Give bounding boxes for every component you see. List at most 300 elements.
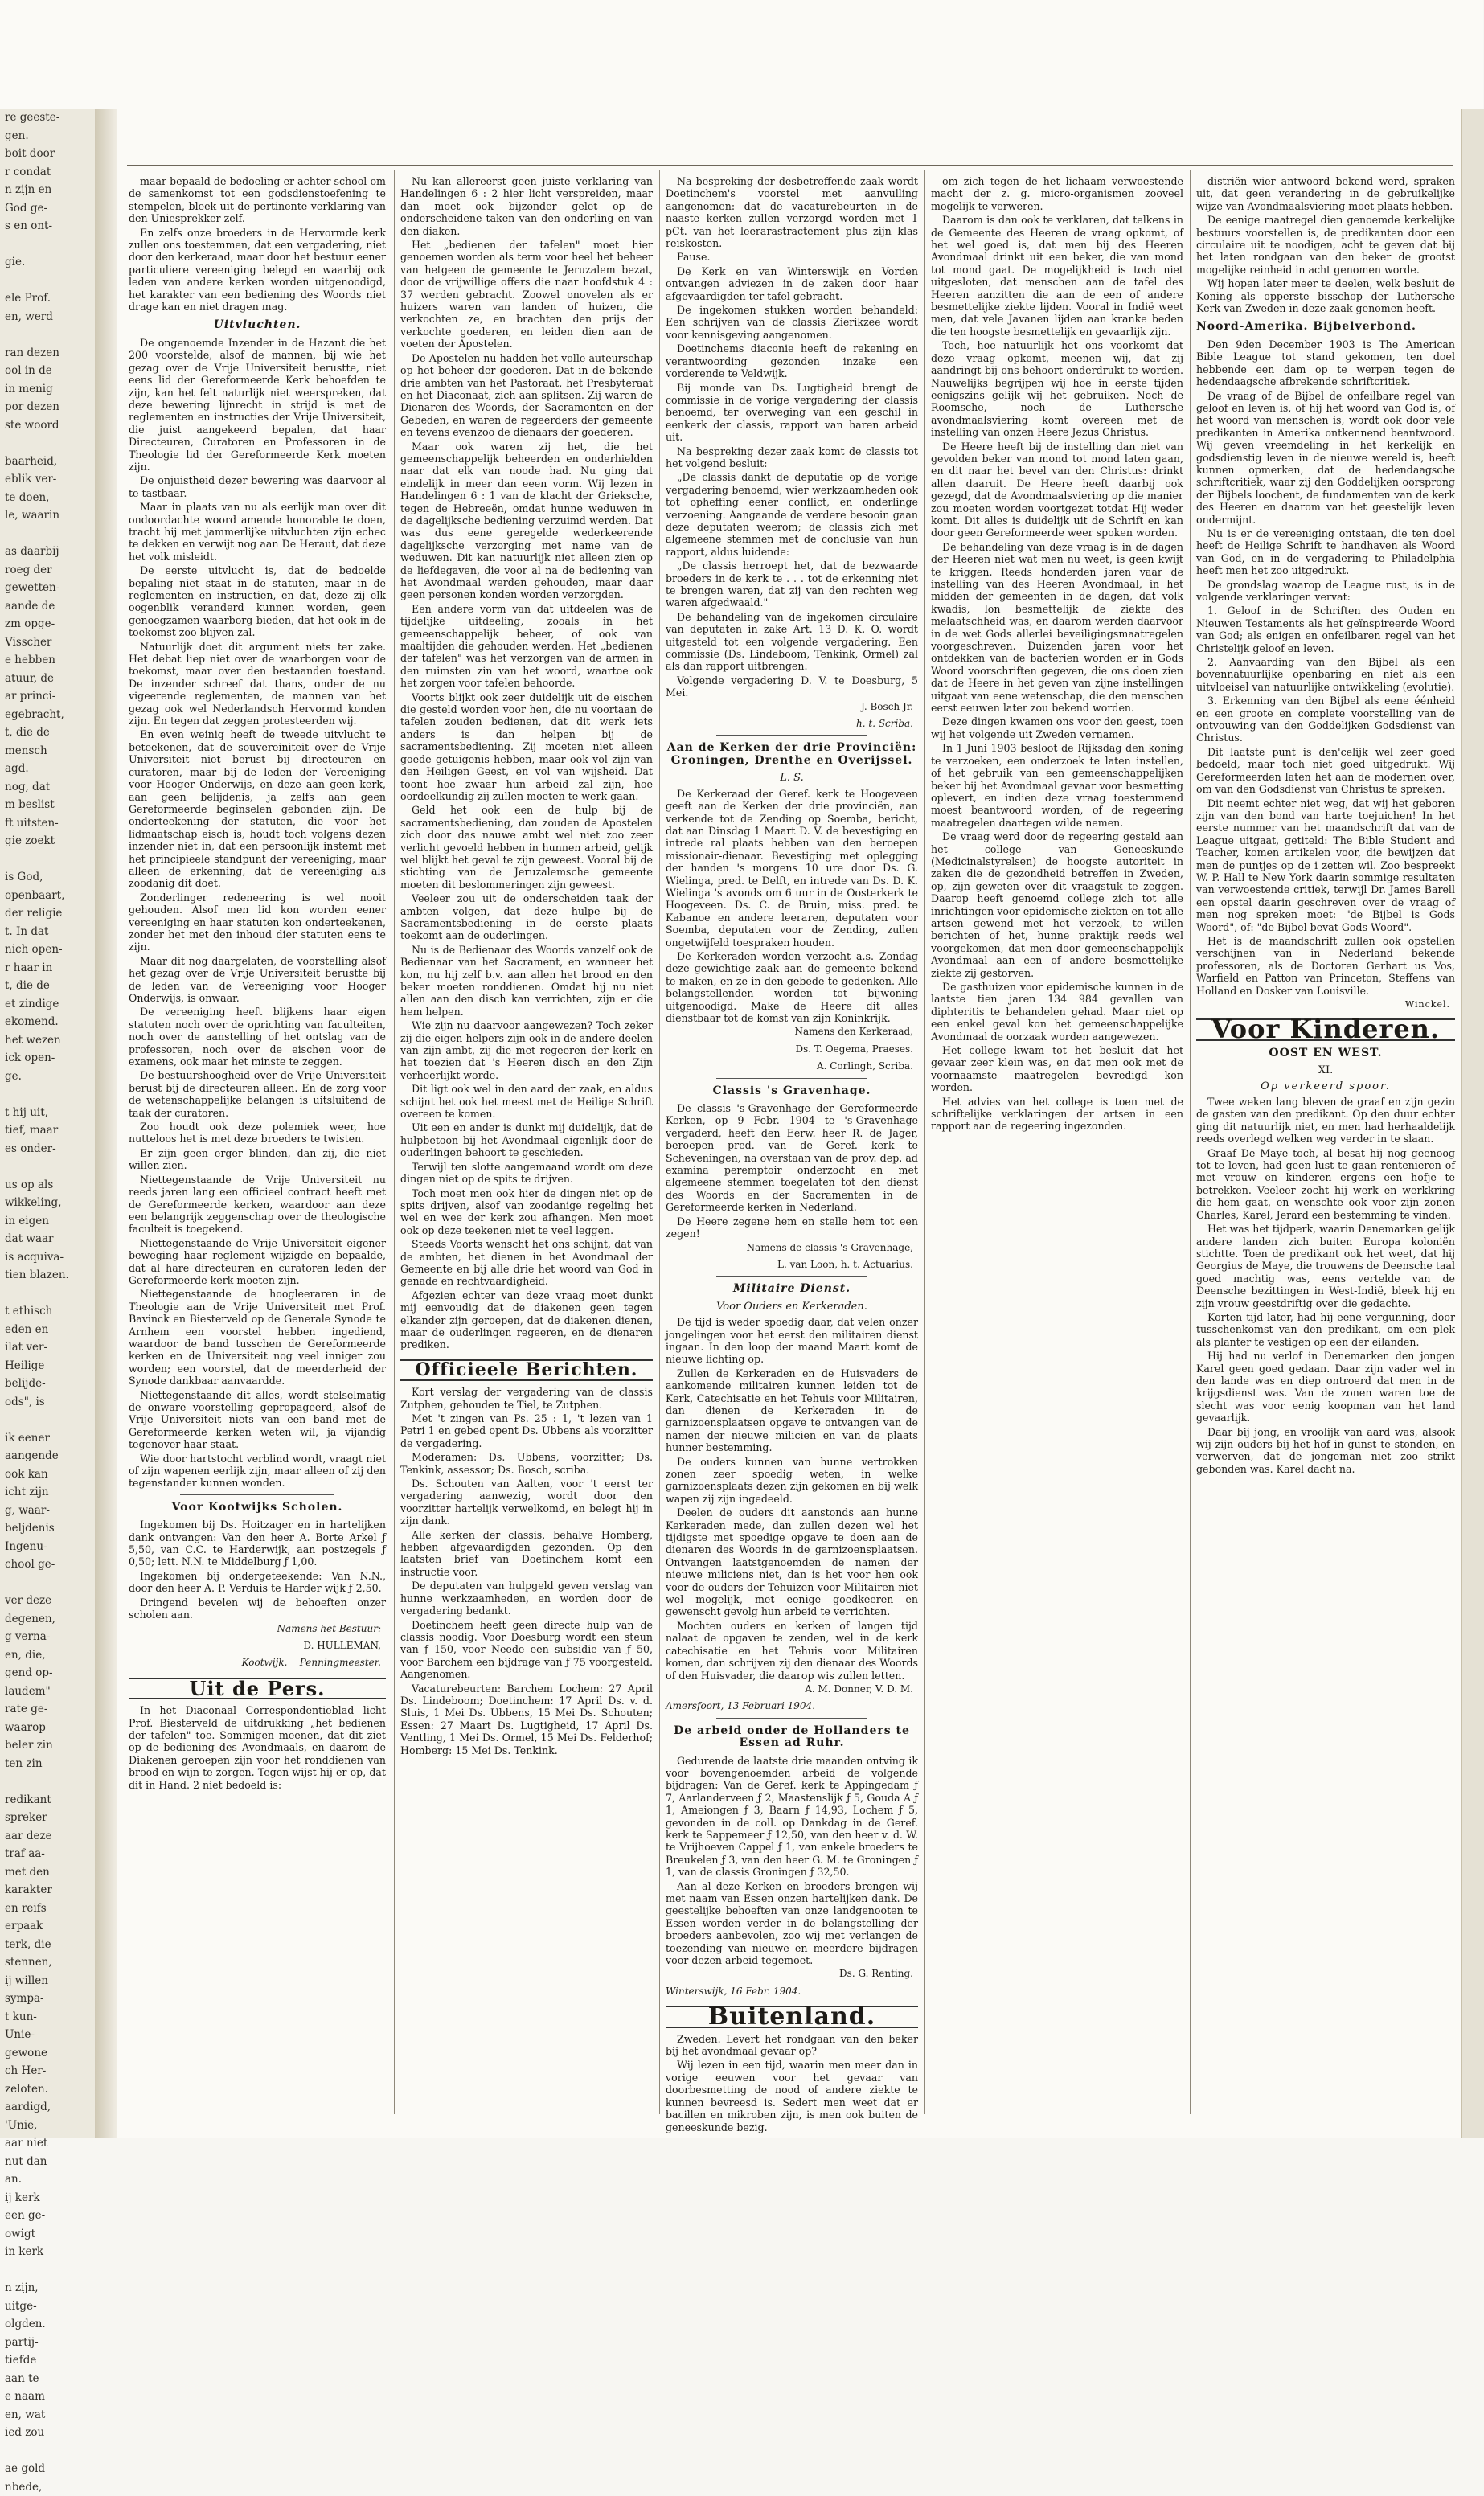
left-page-fragment: rate ge- <box>5 1700 95 1719</box>
left-page-fragment: aardigd, <box>5 2098 95 2117</box>
paragraph: Maar ook waren zij het, die het gemeenschappelijk beheerden en onderhielden naar dat elk van noode had. Nu ging dat eindelijk in meer dan eeen vorm. Wij lezen in Handelingen 6 : 1 van de klacht der Grieksche, tegen de Hebreeën, omdat hunne weduwen in de dagelijksche bediening verzuimd werden. Dat was dus eene geregelde wederkeerende dagelijksche verzorging met name van de weduwen. Dit kan natuurlijk niet alleen zien op de liefdegaven, die voor al na de bediening van het Avondmaal werden gehouden, maar daar geen personen konden worden verzorgden. <box>400 441 653 601</box>
left-page-fragment: ele Prof. <box>5 289 95 308</box>
paragraph: 2. Aanvaarding van den Bijbel als een bovennatuurlijke openbaring en niet als een uitvloeisel van natuurlijke ontwikkeling (evolutie). <box>1196 656 1455 693</box>
col5-story-body <box>1196 1096 1455 1475</box>
paragraph: Deze dingen kwamen ons voor den geest, toen wij het volgende uit Zweden vernamen. <box>931 715 1183 740</box>
left-page-fragment: icht zijn <box>5 1483 95 1502</box>
left-page-fragment <box>5 434 95 453</box>
left-page-fragment: e naam <box>5 2387 95 2406</box>
paragraph: Doetinchems diaconie heeft de rekening en verantwoording gezonden inzake een vorderende te Veldwijk. <box>666 342 918 379</box>
paragraph: De ouders kunnen van hunne vertrokken zonen zeer spoedig weten, in welke garnizoensplaats dezen zijn gekomen en bij welk wapen zij zijn ingedeeld. <box>666 1456 918 1506</box>
left-page-fragment: ods", is <box>5 1393 95 1412</box>
paragraph: De Kerkeraden worden verzocht a.s. Zondag deze gewichtige zaak aan de gemeente bekend te maken, en ze in den gebede te gedenken. Alle belangstellenden worden tot bijwoning uitgenoodigd. Make de Heere dit alles dienstbaar tot de komst van zijn Koninkrijk. <box>666 950 918 1024</box>
left-page-fragment: aar deze <box>5 1827 95 1846</box>
left-page-fragment: stennen, <box>5 1953 95 1972</box>
left-page-fragment: der religie <box>5 904 95 923</box>
left-page-fragment: re geeste- <box>5 109 95 127</box>
signature-role: Penningmeester. <box>300 1657 381 1668</box>
left-page-fragment: te doen, <box>5 489 95 507</box>
column-rule <box>924 170 925 2114</box>
paragraph: distriën wier antwoord bekend werd, spraken uit, dat geen verandering in de gebruikelijke wijze van Avondmaalsviering moet plaats hebben. <box>1196 175 1455 212</box>
left-page-fragment: en, die, <box>5 1646 95 1665</box>
paragraph: maar bepaald de bedoeling er achter school om de samenkomst tot een godsdienstoefening te stempelen, bleek uit de pertinente verklaring van den Uniesprekker zelf. <box>129 175 386 225</box>
paragraph: De eenige maatregel dien genoemde kerkelijke bestuurs voorstellen is, de predikanten door een circulaire uit te noodigen, acht te geven dat bij het laten rondgaan van den beker de grootst mogelijke reinheid in acht genomen worde. <box>1196 214 1455 276</box>
col3-militaire-body <box>666 1316 918 1682</box>
left-page-fragment: chool ge- <box>5 1555 95 1574</box>
left-page-fragment: aande de <box>5 597 95 616</box>
signature-label: Namens het Bestuur: <box>129 1623 381 1635</box>
left-page-fragment: uitge- <box>5 2297 95 2316</box>
paragraph: Aan al deze Kerken en broeders brengen wij met naam van Essen onzen hartelijken dank. De geestelijke behoeften van onze landgenooten te Essen worden verder in de belangstelling der broeders aanbevolen, zoo wij met verlangen de toezending van nieuwe en meerdere bijdragen voor dezen arbeid tegemoet. <box>666 1880 918 1967</box>
column-1 <box>129 175 386 2113</box>
paragraph: En even weinig heeft de tweede uitvlucht te beteekenen, dat de souvereiniteit over de Vrije Universiteit niet berust bij directeuren en curatoren, maar bij de leden der Vereeniging voor Hooger Onderwijs, en deze aan geen kerk, aan geen belijdenis, ja zelfs aan geen Gereformeerde beginselen gebonden zijn. De onderteekening der statuten, die voor het lidmaatschap eisch is, houdt toch volgens dezen inzender niet in, dat een persoonlijk instemt met het principieele standpunt der vereeniging, maar alleen de erkenning, dat de vereeniging als zoodanig dit doet. <box>129 728 386 889</box>
left-page-fragment: olgden. <box>5 2315 95 2334</box>
left-page-fragment: terk, die <box>5 1936 95 1954</box>
left-page-fragment <box>5 272 95 290</box>
left-page-fragment: s en ont- <box>5 217 95 236</box>
paragraph: Een andere vorm van dat uitdeelen was de tijdelijke uitdeeling, zooals in het gemeenschappelijk beheer, of ook van maaltijden die gehouden werden. Het „bedienen der tafelen" was het verzorgen van de armen in den ruimsten zin van het woord, waartoe ook het zorgen voor tafelen behoorde. <box>400 603 653 690</box>
section-subheading-ls: L. S. <box>666 772 918 784</box>
paragraph: Pause. <box>666 251 918 263</box>
divider <box>716 735 867 736</box>
signature-van-loon: L. van Loon, h. t. Actuarius. <box>666 1259 913 1271</box>
left-page-fragment <box>5 1574 95 1592</box>
left-page-fragment: gewone <box>5 2044 95 2063</box>
left-page-fragment <box>5 1285 95 1303</box>
signature-donner-place: Amersfoort, 13 Februari 1904. <box>666 1700 913 1712</box>
left-page-fragment: gie. <box>5 253 95 272</box>
left-page-fragment: e hebben <box>5 651 95 670</box>
signature-corlingh: A. Corlingh, Scriba. <box>666 1060 913 1072</box>
paragraph: 3. Erkenning van den Bijbel als eene éénheid en een groote en complete voorstelling van de ontvouwing van den Goddelijken Godsdienst van Christus. <box>1196 695 1455 744</box>
col5-amerika-body <box>1196 338 1455 997</box>
left-page-fragment: Heilige <box>5 1357 95 1375</box>
paragraph: Vacaturebeurten: Barchem Lochem: 27 April Ds. Lindeboom; Doetinchem: 17 April Ds. v. d. Sluis, 1 Mei Ds. Ubbens, 15 Mei Ds. Schouten; Essen: 27 Maart Ds. Lugtigheid, 17 April Ds. Ventling, 1 Mei Ds. Ormel, 15 Mei Ds. Felderhof; Homberg: 15 Mei Ds. Tenkink. <box>400 1682 653 1756</box>
col1-kootwijk-body <box>129 1519 386 1621</box>
paragraph: Het was het tijdperk, waarin Denemarken gelijk andere landen zich buiten Europa koloniën stichtte. Toen de predikant ook het weet, dat hij Georgius de Maye, die trouwens de Deensche taal goed machtig was, eens vertelde van de Deensche bezittingen in West-Indië, bleek hij en zijn vrouw geestdriftig over die gedachte. <box>1196 1223 1455 1309</box>
left-page-fragment: Ingenu- <box>5 1538 95 1556</box>
section-heading-officieele-berichten: Officieele Berichten. <box>400 1359 653 1381</box>
left-page-fragment: ilat ver- <box>5 1338 95 1357</box>
left-page-fragment: es onder- <box>5 1140 95 1158</box>
left-page-fragment: belijde- <box>5 1375 95 1393</box>
paragraph: Terwijl ten slotte aangemaand wordt om deze dingen niet op de spits te drijven. <box>400 1161 653 1186</box>
left-page-fragment: t ethisch <box>5 1302 95 1321</box>
paragraph: Ingekomen bij Ds. Hoitzager en in hartelijken dank ontvangen: Van den heer A. Borte Arkel ƒ 5,50, van C.C. te Harderwijk, aan postzegels ƒ 0,50; lett. N.N. te Middelburg ƒ 1,00. <box>129 1519 386 1568</box>
page-gutter <box>95 109 117 2138</box>
story-chapter-title: Op verkeerd spoor. <box>1196 1080 1455 1092</box>
left-page-fragment: in eigen <box>5 1212 95 1231</box>
left-page-edge <box>0 109 96 2138</box>
paragraph: Er zijn geen erger blinden, dan zij, die niet willen zien. <box>129 1147 386 1172</box>
col3-gravenhage-body <box>666 1102 918 1240</box>
paragraph: Ingekomen bij ondergeteekende: Van N.N., door den heer A. P. Verduis te Harder wijk ƒ 2,50. <box>129 1570 386 1595</box>
paragraph: Nu is er de vereeniging ontstaan, die ten doel heeft de Heilige Schrift te handhaven als Woord van God, en in de vergadering te Philadelphia heeft men het zoo uitgedrukt. <box>1196 527 1455 577</box>
paragraph: Wie door hartstocht verblind wordt, vraagt niet of zijn wapenen eerlijk zijn, maar alleen of zij den tegenstander kunnen wonden. <box>129 1453 386 1490</box>
left-page-fragment: ch Her- <box>5 2062 95 2080</box>
left-page-fragment: spreker <box>5 1809 95 1827</box>
left-page-fragment: waarop <box>5 1719 95 1737</box>
paragraph: Ds. Schouten van Aalten, voor 't eerst ter vergadering aanwezig, wordt door den voorzitter hartelijk verwelkomd, en belegt hij in zijn dank. <box>400 1478 653 1527</box>
left-page-fragment: roeg der <box>5 561 95 580</box>
paragraph: Daarom is dan ook te verklaren, dat telkens in de Gemeente des Heeren de vraag opkomt, of het wel goed is, dat men bij des Heeren Avondmaal drinkt uit een beker, die van mond tot mond gaat. De mogelijkheid is toch niet uitgesloten, dat menschen aan de tafel des Heeren aanzitten die aan de een of andere besmettelijke ziekte lijden. Vooral in Indië weet men, dat vele Javanen lijden aan kranke beden die ten hoogste besmettelijk en gevaarlijk zijn. <box>931 214 1183 338</box>
paragraph: Maar in plaats van nu als eerlijk man over dit ondoordachte woord amende honorable te doen, tracht hij met jammerlijke uitvluchten zijn echec te dekken en verwijt nog aan De Heraut, dat deze het volk misleidt. <box>129 501 386 563</box>
left-page-fragment <box>5 1411 95 1429</box>
left-page-fragment: en reifs <box>5 1900 95 1918</box>
paragraph: Natuurlijk doet dit argument niets ter zake. Het debat liep niet over de waarborgen voor de toekomst, maar over den bestaanden toestand. De inzender schreef dat thans, onder de nu vigeerende reglementen, de mannen van het gezag ook wel Nederlandsch Hervormd konden zijn. En tegen dat zeggen protesteerden wij. <box>129 641 386 727</box>
section-heading-voor-kinderen: Voor Kinderen. <box>1196 1018 1455 1040</box>
paragraph: Zweden. Levert het rondgaan van den beker bij het avondmaal gevaar op? <box>666 2033 918 2058</box>
left-page-fragment: het wezen <box>5 1031 95 1050</box>
paragraph: In 1 Juni 1903 besloot de Rijksdag den koning te verzoeken, een onderzoek te laten instellen, of het gebruik van een gemeenschappelijken beker bij het Avondmaal gevaar voor besmetting oplevert, en indien deze vraag toestemmend moest beantwoord worden, of de regeering maatregelen daartegen wilde nemen. <box>931 742 1183 829</box>
divider <box>180 1494 334 1495</box>
paragraph: Den 9den December 1903 is The American Bible League tot stand gekomen, ten doel hebbende een dam op te werpen tegen de hedendaagsche afbrekende schriftcritiek. <box>1196 338 1455 388</box>
paragraph: Het is de maandschrift zullen ook opstellen verschijnen van in Nederland bekende professoren, als de Doctoren Gerhart us Vos, Warfield en Patton van Princeton, Steffens van Holland en Dosker van Louisville. <box>1196 935 1455 997</box>
section-heading-uit-de-pers: Uit de Pers. <box>129 1678 386 1699</box>
divider <box>716 1078 867 1079</box>
paragraph: Moderamen: Ds. Ubbens, voorzitter; Ds. Tenkink, assessor; Ds. Bosch, scriba. <box>400 1451 653 1476</box>
paragraph: Steeds Voorts wenscht het ons schijnt, dat van de ambten, het dienen in het Avondmaal der Gemeente en bij alle drie het woord van God in genade en rechtvaardigheid. <box>400 1238 653 1288</box>
divider <box>716 1276 867 1277</box>
paragraph: Na bespreking dezer zaak komt de classis tot het volgend besluit: <box>666 445 918 470</box>
signature-renting: Ds. G. Renting. <box>666 1968 913 1980</box>
col5-body <box>1196 175 1455 314</box>
signature-winckel: Winckel. <box>1196 998 1450 1010</box>
section-heading-uitvluchten: Uitvluchten. <box>129 319 386 331</box>
left-page-fragment: ver deze <box>5 1592 95 1610</box>
signature-place: Kootwijk. <box>242 1657 288 1668</box>
section-heading-militaire-dienst: Militaire Dienst. <box>666 1283 918 1295</box>
left-page-fragment: tief, maar <box>5 1121 95 1140</box>
paragraph: Nu kan allereerst geen juiste verklaring van Handelingen 6 : 2 hier licht verspreiden, maar dan moet ook bijzonder gelet op de onderscheidene taken van den onderling en van den diaken. <box>400 175 653 237</box>
left-page-fragment <box>5 1085 95 1104</box>
paragraph: Uit een en ander is dunkt mij duidelijk, dat de hulpbetoon bij het Avondmaal eigenlijk door de ouderlingen behoort te geschieden. <box>400 1121 653 1158</box>
paragraph: Afgezien echter van deze vraag moet dunkt mij eenvoudig dat de diakenen geen tegen elkander zijn geroepen, dat de diakenen dienen, maar de ouderlingen regeeren, en de dienaren prediken. <box>400 1289 653 1351</box>
left-page-fragment: ij willen <box>5 1972 95 1990</box>
right-page-edge <box>1461 109 1484 2138</box>
story-chapter-number: XI. <box>1196 1064 1455 1076</box>
left-page-fragment: ied zou <box>5 2424 95 2442</box>
paragraph: De behandeling van de ingekomen circulaire van deputaten in zake Art. 13 D. K. O. wordt uitgesteld tot een volgende vergadering. Een commissie (Ds. Lindeboom, Tenkink, Ormel) zal als dan rapport uitbrengen. <box>666 611 918 673</box>
left-page-fragment: God ge- <box>5 199 95 218</box>
paragraph: Korten tijd later, had hij eene vergunning, door tusschenkomst van den predikant, om een plek als planter te vestigen op een der eilanden. <box>1196 1311 1455 1348</box>
left-page-fragment: ar princi- <box>5 687 95 706</box>
left-page-fragment: ij kerk <box>5 2189 95 2207</box>
left-page-fragment: met den <box>5 1863 95 1882</box>
paragraph: Voorts blijkt ook zeer duidelijk uit de eischen die gesteld worden voor hen, die nu voortaan de tafelen zouden bedienen, dat dit werk iets anders is dan helpen bij de sacramentsbediening. Zij moeten niet alleen goede getuigenis hebben, maar ook vol zijn van den Heiligen Geest, en vol van wijsheid. Dat toont hoe zwaar hun arbeid zal zijn, hoe oordeelkundig zij zullen moeten te werk gaan. <box>400 691 653 803</box>
left-page-fragment: en, wat <box>5 2406 95 2424</box>
paragraph: Zullen de Kerkeraden en de Huisvaders de aankomende militairen kunnen leiden tot de Kerk, Catechisatie en het Tehuis voor Militairen, dan dienen de Kerkeraden in de garnizoensplaatsen opgave te ontvangen van de namen der nieuwe milicien en van de plaats hunner bestemming. <box>666 1367 918 1454</box>
paragraph: Kort verslag der vergadering van de classis Zutphen, gehouden te Tiel, te Zutphen. <box>400 1386 653 1411</box>
paragraph: Deelen de ouders dit aanstonds aan hunne Kerkeraden mede, dan zullen dezen wel het tijdigste met spoedige opgave te doen aan de dienaren des Woords in de garnizoensplaatsen. Ontvangen laatstgenoemden de namen der nieuwe miliciens niet, dan is het voor hen ook voor de ouders der Tehuizen voor Militairen niet wel mogelijk, met eenige goedkeeren en gewenscht gevolg hun arbeid te verrichten. <box>666 1506 918 1618</box>
left-page-fragment: t. In dat <box>5 923 95 941</box>
left-page-fragment: mensch <box>5 742 95 760</box>
left-page-fragment: n zijn en <box>5 181 95 199</box>
column-rule <box>394 170 395 2114</box>
paragraph: om zich tegen de het lichaam verwoestende macht der z. g. micro-organismen zooveel mogelijk te verweren. <box>931 175 1183 212</box>
left-page-fragment: in menig <box>5 380 95 399</box>
paragraph: De grondslag waarop de League rust, is in de volgende verklaringen vervat: <box>1196 579 1455 604</box>
paragraph: Bij monde van Ds. Lugtigheid brengt de commissie in de vorige vergadering der classis benoemd, ter overweging van een geschil in eenkerk der classis, rapport van haren arbeid uit. <box>666 382 918 444</box>
paragraph: Niettegenstaande de Vrije Universiteit nu reeds jaren lang een officieel contract heeft met de Gereformeerde kerken, waardoor aan deze een belangrijk zeggenschap over de theologische faculteit is toegekend. <box>129 1174 386 1236</box>
col1-pers-body <box>129 1704 386 1791</box>
paragraph: Niettegenstaande de hoogleeraren in de Theologie aan de Vrije Universiteit met Prof. Bavinck en Biesterveld op de Generale Synode te Arnhem een voorstel hebben ingediend, waardoor de band tusschen de Gereformeerde kerken en de Universiteit nog veel inniger zou worden; een voorstel, dat de meerderheid der Synode dankbaar aanvaardde. <box>129 1288 386 1387</box>
left-page-fragment: in kerk <box>5 2243 95 2261</box>
left-page-fragment: us op als <box>5 1176 95 1195</box>
left-page-fragment <box>5 236 95 254</box>
paragraph: Niettegenstaande de Vrije Universiteit eigener beweging haar reglement wijzigde en bepaalde, dat al hare directeuren en curatoren leden der Gereformeerde kerk moeten zijn. <box>129 1237 386 1287</box>
left-page-fragment: is acquiva- <box>5 1248 95 1267</box>
left-page-fragment: ik eener <box>5 1429 95 1448</box>
left-page-fragment: nbede, <box>5 2478 95 2496</box>
left-page-fragment: ge. <box>5 1068 95 1086</box>
left-page-fragment: owigt <box>5 2225 95 2244</box>
col3-buitenland-body <box>666 2033 918 2133</box>
paragraph: „De classis herroept het, dat de bezwaarde broeders in de kerk te . . . tot de erkenning niet te brengen waren, dat zij van den rechten weg waren afgedwaald." <box>666 559 918 609</box>
section-heading-noord-amerika: Noord-Amerika. Bijbelverbond. <box>1196 321 1455 333</box>
signature-kerkeraad-label: Namens den Kerkeraad, <box>666 1026 913 1038</box>
left-page-fragment: is God, <box>5 868 95 887</box>
left-page-fragment: m beslist <box>5 796 95 814</box>
left-page-fragment: ten zin <box>5 1755 95 1773</box>
signature-name: D. HULLEMAN, <box>129 1640 381 1652</box>
paragraph: De ongenoemde Inzender in de Hazant die het 200 voorstelde, alsof de mannen, bij wie het gezag over de Vrije Universiteit berustte, niet eens lid der Gereformeerde Kerk behoefden te zijn, kan het felt naturlijk niet weerspreken, dat deze bewering lijnrecht in strijd is met de reglementen en instructies der Vrije Universiteit, die juist aangekeerd bepalen, dat haar Directeuren, Curatoren en Professoren in de Theologie lid der Gereformeerde Kerk moeten zijn. <box>129 337 386 473</box>
left-page-fragment: traf aa- <box>5 1845 95 1863</box>
paragraph: De classis 's-Gravenhage der Gereformeerde Kerken, op 9 Febr. 1904 te 's-Gravenhage vergaderd, heeft den Eerw. heer R. de Jager, beroepen pred. van de Geref. kerk te Scheveningen, na overstaan van de prov. dep. ad examina peremptoir onderzocht en met algemeene stemmen toegelaten tot den dienst des Woords en der Sacramenten in de Gereformeerde kerken in Nederland. <box>666 1102 918 1214</box>
paragraph: Graaf De Maye toch, al besat hij nog geenoog tot te leven, had geen lust te gaan rentenieren of met vrouw en kinderen ergens een hofje te betrekken. Veeleer zocht hij werk en werkkring die hem gaat, en wenschte ook voor zijn zonen Charles, Karel, Jerard een bestemming te vinden. <box>1196 1147 1455 1221</box>
left-page-fragment: sympa- <box>5 1990 95 2008</box>
paragraph: Hij had nu verlof in Denemarken den jongen Karel geen goed gedaan. Daar zijn vader wel in den lande was en diep ontroerd dat men in de krijgsdienst was. Van de zonen waren toe de slecht was voor eenig koopman van het land gevaarlijk. <box>1196 1350 1455 1424</box>
paragraph: De Heere zegene hem en stelle hem tot een zegen! <box>666 1215 918 1240</box>
left-page-fragment: g, waar- <box>5 1502 95 1520</box>
paragraph: Het college kwam tot het besluit dat het gevaar zeer klein was, en dat men ook met de voornaamste maatregelen bevredigd kon worden. <box>931 1044 1183 1094</box>
paragraph: De gasthuizen voor epidemische kunnen in de laatste tien jaren 134 984 gevallen van diphteritis te behandelen gehad. Maar niet op een enkel geval kon het gemeenschappelijke Avondmaal de oorzaak worden aangewezen. <box>931 981 1183 1043</box>
left-page-fragment: t, die de <box>5 977 95 995</box>
signature-gravenhage-label: Namens de classis 's-Gravenhage, <box>666 1242 913 1254</box>
paragraph: De ingekomen stukken worden behandeld: Een schrijven van de classis Zierikzee wordt voor kennisgeving aangenomen. <box>666 304 918 341</box>
left-page-fragment <box>5 1773 95 1791</box>
left-page-fragment: aar niet <box>5 2134 95 2153</box>
section-heading-kootwijk: Voor Kootwijks Scholen. <box>129 1502 386 1514</box>
paragraph: Volgende vergadering D. V. te Doesburg, 5 Mei. <box>666 674 918 699</box>
left-page-fragment: r condat <box>5 163 95 182</box>
paragraph: Na bespreking der desbetreffende zaak wordt Doetinchem's voorstel met aanvulling aangenomen: dat de vacaturebeurten in de naaste kerken zullen verzorgd worden met 1 pCt. van het leerarastractement plus zijn klas reiskosten. <box>666 175 918 249</box>
paragraph: De behandeling van deze vraag is in de dagen der Heeren niet wat men nu weet, is geen kwijt te kriggen. Reeds honderden jaren vaar de instelling van des Heeren Avondmaal, in het midden der gemeenten in de dagen, dat volk kwadis, lon besmettelijk de ziekte des melaatschheid was, en daarom werden daarvoor in de wet Gods allerlei beveiligingsmaatregelen voorgeschreven. Duizenden jaren voor het ontdekken van de bacterien worden er in Gods Woord voorschriften gegeven, die ons doen zien dat de Heere in het geven van zijne instellingen uitgaat van eene wetenschap, die den menschen eerst eeuwen later zou bekend worden. <box>931 541 1183 715</box>
column-5 <box>1196 175 1455 2113</box>
left-page-fragment: beljdenis <box>5 1519 95 1538</box>
paragraph: Veeleer zou uit de onderscheiden taak der ambten volgen, dat deze hulpe bij de Sacramentsbediening in de eerste plaats toekomt aan de ouderlingen. <box>400 892 653 942</box>
left-page-fragment: t kun- <box>5 2008 95 2027</box>
paragraph: Wie zijn nu daarvoor aangewezen? Toch zeker zij die eigen helpers zijn ook in de andere deelen van zijn ambt, zij die met regeeren der kerk en het toezien dat 's Heeren disch en den Zijn verheerlijkt worde. <box>400 1019 653 1081</box>
left-page-fragment: g verna- <box>5 1628 95 1646</box>
left-page-fragment: et zindige <box>5 995 95 1014</box>
section-heading-buitenland: Buitenland. <box>666 2006 918 2027</box>
paragraph: Doetinchem heeft geen directe hulp van de classis noodig. Voor Doesburg wordt een steun van ƒ 150, voor Neede een subsidie van ƒ 50, voor Barchem een bijdrage van ƒ 75 voorgesteld. Aangenomen. <box>400 1619 653 1681</box>
left-page-fragment: ft uitsten- <box>5 814 95 833</box>
left-page-fragment: as daarbij <box>5 543 95 561</box>
paragraph: In het Diaconaal Correspondentieblad licht Prof. Biesterveld de uitdrukking „het bedienen der tafelen" toe. Sommigen meenen, dat dit ziet op de bediening des Avondmaals, en daarom de Diakenen geroepen zijn voor het ronddienen van brood en wijn te zorgen. Tegen wijst hij er op, dat dit in Hand. 2 niet bedoeld is: <box>129 1704 386 1791</box>
paragraph: Daar bij jong, en vroolijk van aard was, alsook wij zijn ouders bij het hof in gunst te stonden, en verwerven, dat de jongeman niet zoo strikt gebonden was. Karel dacht na. <box>1196 1426 1455 1476</box>
paragraph: Alle kerken der classis, behalve Homberg, hebben afgevaardigden gezonden. Op den laatsten brief van Doetinchem komt een instructie voor. <box>400 1529 653 1579</box>
left-page-fragment: gie zoekt <box>5 832 95 850</box>
left-page-fragment: ekomend. <box>5 1013 95 1031</box>
left-page-fragment: eden en <box>5 1321 95 1339</box>
left-page-fragment: ick open- <box>5 1049 95 1068</box>
left-page-fragment <box>5 1158 95 1176</box>
paragraph: Het „bedienen der tafelen" moet hier genoemen worden als term voor heel het beheer van hetgeen de gemeente te Jeruzalem bezat, door de vrijwillige offers die naar hoofdstuk 4 : 37 werden gebracht. Zoowel onovelen als er huizers waren van landen of huizen, die verkochten ze, en brachten den prijs der verkochte goederen, en leiden dien aan de voeten der Apostelen. <box>400 239 653 350</box>
paragraph: De Kerkeraad der Geref. kerk te Hoogeveen geeft aan de Kerken der drie provinciën, aan verkende tot de Zending op Soemba, bericht, dat aan Dinsdag 1 Maart D. V. de bevestiging en intrede ral plaats hebben van den beroepen missionair-dienaar. Bevestiging met oplegging der handen 's morgens 10 ure door Ds. G. Wielinga, pred. te Delft, en intrede van Ds. D. K. Wielinga 's avonds om 6 uur in de Oosterkerk te Hoogeveen. Ds. C. de Bruin, miss. pred. te Kabanoe en andere leeraren, deputaten voor Soemba, deputaten voor de Zending, zullen ongetwijfeld toespraken houden. <box>666 788 918 949</box>
paragraph: Dit ligt ook wel in den aard der zaak, en aldus schijnt het ook het meest met de Heilige Schrift overeen te komen. <box>400 1083 653 1120</box>
left-page-fragment: degenen, <box>5 1610 95 1629</box>
left-page-fragment: nich open- <box>5 941 95 959</box>
left-page-fragment: an. <box>5 2170 95 2189</box>
signature-bosch-role: h. t. Scriba. <box>666 718 913 730</box>
paragraph: Twee weken lang bleven de graaf en zijn gezin de gasten van den predikant. Op den duur echter ging dit natuurlijk niet, en men had herhaaldelijk reeds overlegd welken weg verder in te slaan. <box>1196 1096 1455 1146</box>
left-page-fragment: Visscher <box>5 633 95 652</box>
left-page-fragment: aan te <box>5 2370 95 2388</box>
paragraph: Zonderlinger redeneering is wel nooit gehouden. Alsof men lid kon worden eener vereeniging en haar statuten kon onderteekenen, zonder het met den inhoud dier statuten eens te zijn. <box>129 891 386 953</box>
left-page-fragment: aangende <box>5 1447 95 1465</box>
section-heading-drie-provincien: Aan de Kerken der drie Provinciën: Groningen, Drenthe en Overijssel. <box>666 742 918 767</box>
left-page-fragment: nut dan <box>5 2153 95 2171</box>
paragraph: Zoo houdt ook deze polemiek weer, hoe nutteloos het is met deze broeders te twisten. <box>129 1121 386 1146</box>
left-page-fragment: partij- <box>5 2334 95 2352</box>
left-page-fragment: beler zin <box>5 1736 95 1755</box>
paragraph: Niettegenstaande dit alles, wordt stelselmatig de onware voorstelling gepropageerd, alsof de Vrije Universiteit niets van een band met de Gereformeerde kerken weten wil, ja vijandig tegenover haar staat. <box>129 1389 386 1451</box>
paragraph: De Heere heeft bij de instelling dan niet van gevolden beker van mond tot mond laten gaan, en dit naar het bevel van den Christus: drinkt allen daaruit. De Heere heeft daarbij ook gezegd, dat de Avondmaalsviering op die manier zou moeten worden voortgezet totdat Hij weder komt. Dit alles is duidelijk uit de Schrift en kan door geen Gereformeerde weer spoken worden. <box>931 441 1183 539</box>
col3-provincien-body <box>666 788 918 1025</box>
left-page-fragment: ran dezen <box>5 344 95 363</box>
left-page-fragment: en, werd <box>5 308 95 326</box>
left-page-fragment: por dezen <box>5 398 95 416</box>
section-subheading-ouders: Voor Ouders en Kerkeraden. <box>666 1301 918 1313</box>
left-page-fragment: t hij uit, <box>5 1104 95 1122</box>
paragraph: De bestuurshoogheid over de Vrije Universiteit berust bij de directeuren alleen. En de zorg voor de wetenschappelijke belangen is uitsluitend de taak der curatoren. <box>129 1069 386 1119</box>
left-page-fragment <box>5 525 95 543</box>
left-page-fragment <box>5 2261 95 2280</box>
paragraph: Het advies van het college is toen met de schriftelijke verklaringen der artsen in een rapport aan de regeering ingezonden. <box>931 1096 1183 1133</box>
left-page-fragment: agd. <box>5 760 95 778</box>
column-rule <box>659 170 660 2114</box>
page-top-margin <box>0 0 1483 109</box>
left-page-fragment: le, waarin <box>5 506 95 525</box>
paragraph: De Kerk en van Winterswijk en Vorden ontvangen adviezen in de zaken door haar afgevaardigden ter tafel gebracht. <box>666 265 918 302</box>
paragraph: De vraag of de Bijbel de onfeilbare regel van geloof en leven is, of hij het woord van God is, of het woord van menschen is, wordt ook door vele predikanten in Amerika ontkennend beantwoord. Wij geven vreemdeling in het kerkelijk en godsdienstig leven in de nieuwe wereld is, heeft kunnen opmerken, dat de hedendaagsche schriftcritiek, waar zij den Goddelijken oorsprong der Bijbels loochent, de fundamenten van de kerk des Heeren en daarom van het geestelijk leven ondermijnt. <box>1196 390 1455 526</box>
left-page-fragment <box>5 2442 95 2461</box>
paragraph: Toch moet men ook hier de dingen niet op de spits drijven, alsof van zoodanige regeling het wel en wee der kerk zou afhangen. Men moet ook op deze teekenen niet te veel leggen. <box>400 1187 653 1237</box>
left-page-fragment: laudem" <box>5 1682 95 1701</box>
paragraph: De onjuistheid dezer bewering was daarvoor al te tastbaar. <box>129 474 386 499</box>
paragraph: Wij hopen later meer te deelen, welk besluit de Koning als opperste bisschop der Luthersche Kerk van Zweden in deze zaak genomen heeft. <box>1196 277 1455 314</box>
left-page-fragment: openbaart, <box>5 887 95 905</box>
paragraph: Met 't zingen van Ps. 25 : 1, 't lezen van 1 Petri 1 en gebed opent Ds. Ubbens als voorzitter de vergadering. <box>400 1412 653 1449</box>
col4-body <box>931 175 1183 1133</box>
left-page-fragment: Unie- <box>5 2026 95 2044</box>
left-page-fragment: gewetten- <box>5 579 95 597</box>
paragraph: Mochten ouders en kerken of langen tijd nalaat de opgaven te zenden, wel in de kerk catechisatie en het Tehuis voor Militairen komen, dan schrijven zij den dienaar des Woords of den Huisvader, die daarop wis zullen letten. <box>666 1620 918 1682</box>
divider <box>716 1718 867 1719</box>
paragraph: Geld het ook een de hulp bij de sacramentsbediening, dan zouden de Apostelen zich door das nauwe ambt wel niet zoo zeer verlicht gevoeld hebben in hunnen arbeid, gelijk wel blijkt het geval te zijn geweest. Vooral bij de stichting van de Jeruzalemsche gemeente moeten dit beslommeringen zijn geweest. <box>400 804 653 891</box>
paragraph: Nu is de Bedienaar des Woords vanzelf ook de Bedienaar van het Sacrament, en wanneer het kon, nu hij zelf b.v. aan allen het brood en den beker moeten ronddienen. Omdat hij nu niet allen aan den disch kan verrichten, zijn er die hem helpen. <box>400 944 653 1018</box>
signature-place-role <box>129 1657 381 1669</box>
left-page-fragment: gen. <box>5 127 95 145</box>
story-title-oost-en-west: OOST EN WEST. <box>1196 1047 1455 1059</box>
paragraph: Dit laatste punt is den'celijk wel zeer goed bedoeld, maar toch niet goed uitgedrukt. Wij Gereformeerden laten het aan de modernen over, om van den Godsdienst van Christus te spreken. <box>1196 746 1455 796</box>
left-page-fragment: egebracht, <box>5 706 95 724</box>
left-page-fragment: redikant <box>5 1791 95 1809</box>
left-page-fragment: ook kan <box>5 1465 95 1484</box>
left-page-fragment: eblik ver- <box>5 470 95 489</box>
left-page-fragment: t, die de <box>5 723 95 742</box>
paragraph: Dit neemt echter niet weg, dat wij het geboren zijn van den bond van harte toejuichen! In het eerste nummer van het maandschrift dat van de League uitgaat, getiteld: The Bible Student and Teacher, komen artikelen voor, die bewijzen dat men de puntjes op de i zetten wil. Zoo bespreekt W. P. Hall te New York daarin sommige resultaten van verwoestende critiek, terwijl Dr. James Barell een opstel daarin geschreven over de vraag of men nog spreken moet: "de Bijbel is Gods Woord", of: "de Bijbel bevat Gods Woord". <box>1196 797 1455 933</box>
left-page-fragment: ae gold <box>5 2460 95 2478</box>
col2-berichten-body <box>400 1386 653 1756</box>
col3-body <box>666 175 918 699</box>
paragraph: Wij lezen in een tijd, waarin men meer dan in vorige eeuwen voor het gevaar van doorbesmetting de nood of andere ziekte te kunnen bevreesd is. Sedert men weet dat er bacillen en mikroben zijn, is men ook buiten de geneeskunde bezig. <box>666 2059 918 2133</box>
paragraph: En zelfs onze broeders in de Hervormde kerk zullen ons toestemmen, dat een vergadering, niet door den kerkeraad, maar door het bestuur eener particuliere vereeniging belegd en waarbij ook leden van andere kerken worden uitgenoodigd, het karakter van een bediening des Woords niet drage kan en niet dragen mag. <box>129 227 386 314</box>
section-heading-essen: De arbeid onder de Hollanders te Essen ad Ruhr. <box>666 1725 918 1750</box>
left-page-fragment: zeloten. <box>5 2080 95 2099</box>
left-page-fragment: erpaak <box>5 1917 95 1936</box>
column-rule <box>1190 170 1191 2114</box>
signature-bosch: J. Bosch Jr. <box>666 701 913 713</box>
column-2 <box>400 175 653 2113</box>
left-page-fragment: 'Unie, <box>5 2117 95 2135</box>
col1-uitvluchten-body <box>129 337 386 1490</box>
paragraph: 1. Geloof in de Schriften des Ouden en Nieuwen Testaments als het geïnspireerde Woord van God; als enigen en onfeilbaren regel van het Christelijk geloof en leven. <box>1196 605 1455 654</box>
paragraph: De vraag werd door de regeering gesteld aan het college van Geneeskunde (Medicinalstyrelsen) de hoogste autoriteit in zaken die de gezondheid betreffen in Zweden, op, zijn geweten over dit vraagstuk te zeggen. Daarop heeft genoemd college zich tot alle inrichtingen voor epidemische ziekten en tot alle artsen gewend met het verzoek, te willen berichten of het, hunne praktijk reeds wel voorgekomen, dat men door gemeenschappelijk Avondmaal aan een of andere besmettelijke ziekte zij gestorven. <box>931 830 1183 979</box>
left-page-fragment: ool in de <box>5 362 95 380</box>
left-page-fragment: karakter <box>5 1881 95 1900</box>
col3-essen-body <box>666 1755 918 1967</box>
paragraph: Toch, hoe natuurlijk het ons voorkomt dat deze vraag opkomt, meenen wij, dat zij aandringt bij ons behoort onderdrukt te worden. Nauwelijks begrijpen wij hoe in eerste tijden eenigszins gelijk wij het gebruiken. Noch de Roomsche, noch de Luthersche avondmaalsviering komt overeen met de instelling van onzen Heere Jezus Christus. <box>931 339 1183 438</box>
left-page-fragment: wikkeling, <box>5 1194 95 1212</box>
paragraph: „De classis dankt de deputatie op de vorige vergadering benoemd, wier werkzaamheden ook tot opheffing eener conflict, en onderlinge verzoening. Aangaande de verdere besooin gaan deze deputaten weerom; de classis zich met algemeene stemmen met de conclusie van hun rapport, aldus luidende: <box>666 471 918 558</box>
paragraph: Gedurende de laatste drie maanden ontving ik voor bovengenoemden arbeid de volgende bijdragen: Van de Geref. kerk te Appingedam ƒ 7, Aarlanderveen ƒ 2, Maastenslijk ƒ 5, Gouda A ƒ 1, Ameiongen ƒ 3, Baarn ƒ 14,93, Lochem ƒ 5, gevonden in de coll. op Dankdag in de Geref. kerk te Sappemeer ƒ 12,50, van den heer v. d. W. te Vrijhoeven Cappel ƒ 1, van enkele broeders te Breukelen ƒ 3, van den heer G. M. te Groningen ƒ 1, van de classis Groningen ƒ 32,50. <box>666 1755 918 1879</box>
signature-oegema: Ds. T. Oegema, Praeses. <box>666 1043 913 1055</box>
left-page-fragment: tien blazen. <box>5 1266 95 1285</box>
paragraph: De Apostelen nu hadden het volle auteurschap op het beheer der goederen. Dat in de bekende drie ambten van het Pastoraat, het Presbyteraat en het Diaconaat, zich aan splitsen. Zij waren de Dienaren des Woords, der Sacramenten en der Gebeden, en waren de regeerders der gemeente en tevens evenzoo de dienaars der goederen. <box>400 352 653 439</box>
paragraph: Dringend bevelen wij de behoeften onzer scholen aan. <box>129 1596 386 1621</box>
paragraph: De tijd is weder spoedig daar, dat velen onzer jongelingen voor het eerst den militairen dienst ingaan. In den loop der maand Maart komt de nieuwe lichting op. <box>666 1316 918 1366</box>
left-page-fragment <box>5 326 95 344</box>
left-page-fragment: zm opge- <box>5 615 95 633</box>
paragraph: De vereeniging heeft blijkens haar eigen statuten noch over de oprichting van faculteiten, noch over de aanstelling of het ontslag van de professoren, noch over de eischen voor de examens, ook maar het minste te zeggen. <box>129 1006 386 1068</box>
paragraph: Maar dit nog daargelaten, de voorstelling alsof het gezag over de Vrije Universiteit berustte bij de leden van de Vereeniging voor Hooger Onderwijs, is onwaar. <box>129 955 386 1005</box>
signature-donner: A. M. Donner, V. D. M. <box>666 1683 913 1695</box>
left-page-fragment: n zijn, <box>5 2279 95 2297</box>
left-page-fragment: een ge- <box>5 2207 95 2225</box>
left-page-fragment: r haar in <box>5 959 95 977</box>
left-page-fragment: gend op- <box>5 1664 95 1682</box>
left-page-fragment: baarheid, <box>5 453 95 471</box>
paragraph: De deputaten van hulpgeld geven verslag van hunne werkzaamheden, en worden door de vergadering bedankt. <box>400 1580 653 1617</box>
left-page-fragment: boit door <box>5 145 95 163</box>
header-rule <box>127 165 1453 166</box>
left-page-fragment: dat waar <box>5 1230 95 1248</box>
left-page-fragment: nog, dat <box>5 778 95 797</box>
paragraph: De eerste uitvlucht is, dat de bedoelde bepaling niet staat in de statuten, maar in de reglementen en instructien, en dat, deze zij elk oogenblik veranderd kunnen worden, geen genoegzamen waarborg bieden, dat het ook in de toekomst zoo blijven zal. <box>129 564 386 638</box>
left-page-fragment: tiefde <box>5 2351 95 2370</box>
left-page-fragment: atuur, de <box>5 670 95 688</box>
signature-renting-place: Winterswijk, 16 Febr. 1904. <box>666 1986 913 1998</box>
left-page-fragment: ste woord <box>5 416 95 435</box>
section-heading-gravenhage: Classis 's Gravenhage. <box>666 1085 918 1097</box>
column-4 <box>931 175 1183 2113</box>
col1-intro <box>129 175 386 313</box>
column-3 <box>666 175 918 2113</box>
col2-body <box>400 175 653 1351</box>
